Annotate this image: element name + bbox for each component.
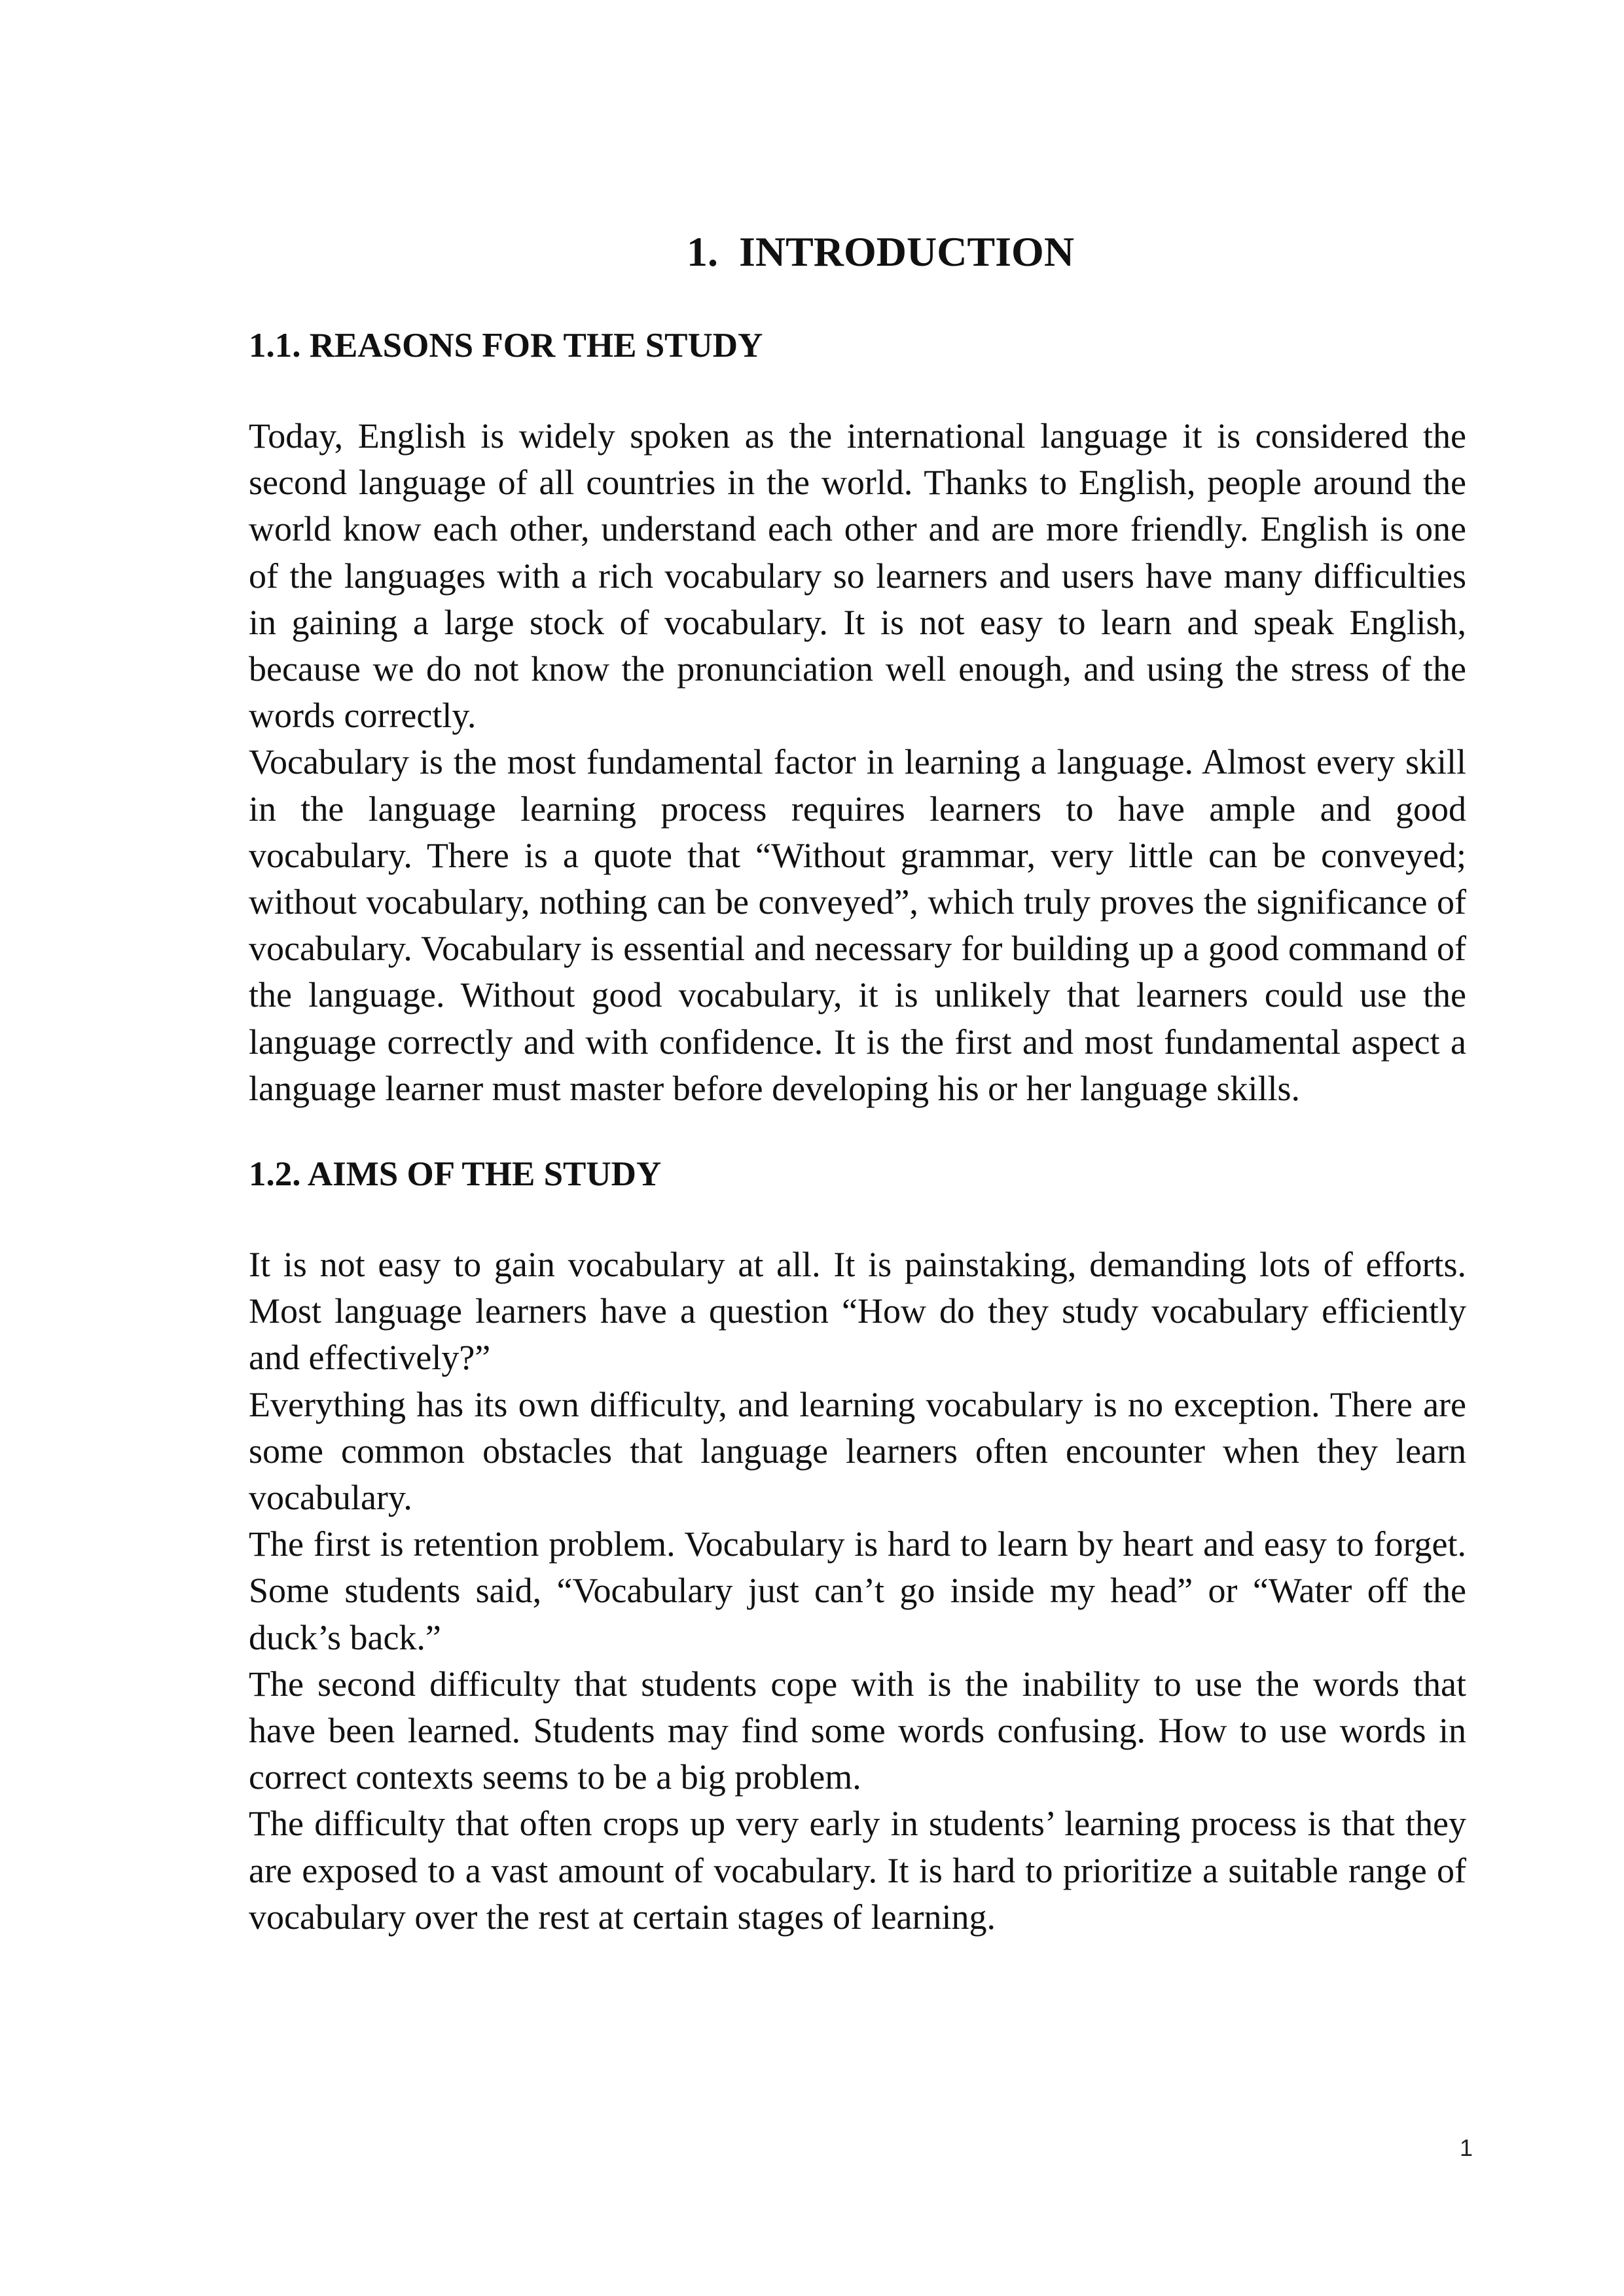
paragraph: Everything has its own difficulty, and learning vocabulary is no exception. There are some common obstacles that language learners often encounter when they learn vocabulary. <box>249 1384 1466 1518</box>
paragraph: The difficulty that often crops up very early in students’ learning process is that they are exposed to a vast amount of vocabulary. It is hard to prioritize a suitable range of vocabulary over the rest at certain stages of learning. <box>249 1804 1466 1937</box>
paragraph: The second difficulty that students cope with is the inability to use the words that have been learned. Students may find some words confusing. How to use words in correct contexts seems to be a big problem. <box>249 1664 1466 1797</box>
document-page <box>249 226 1466 1981</box>
chapter-title: 1. INTRODUCTION <box>686 228 1075 275</box>
section-heading-reasons: 1.1. REASONS FOR THE STUDY <box>249 327 763 365</box>
section-reasons <box>249 324 1466 1112</box>
section-heading-aims: 1.2. AIMS OF THE STUDY <box>249 1155 662 1194</box>
section-aims <box>249 1153 1466 1941</box>
paragraph: Vocabulary is the most fundamental factor in learning a language. Almost every skill in the language learning process requires learners to have ample and good vocabulary. There is a quote that “Without grammar, very little can be conveyed; without vocabulary, nothing can be conveyed”, which truly proves the significance of vocabulary. Vocabulary is essential and necessary for building up a good command of the language. Without good vocabulary, it is unlikely that learners could use the language correctly and with confidence. It is the first and most fundamental aspect a language learner must master before developing his or her language skills. <box>249 742 1466 1108</box>
paragraph: Today, English is widely spoken as the international language it is considered the second language of all countries in the world. Thanks to English, people around the world know each other, understand each other and are more friendly. English is one of the languages with a rich vocabulary so learners and users have many difficulties in gaining a large stock of vocabulary. It is not easy to learn and speak English, because we do not know the pronunciation well enough, and using the stress of the words correctly. <box>249 416 1466 736</box>
paragraph: The first is retention problem. Vocabulary is hard to learn by heart and easy to forget. Some students said, “Vocabulary just can’t go inside my head” or “Water off the duck’s back.” <box>249 1524 1466 1657</box>
paragraph: It is not easy to gain vocabulary at all. It is painstaking, demanding lots of efforts. Most language learners have a question “How do they study vocabulary efficiently and effectively?” <box>249 1245 1466 1378</box>
page-number: 1 <box>1459 2134 1473 2161</box>
